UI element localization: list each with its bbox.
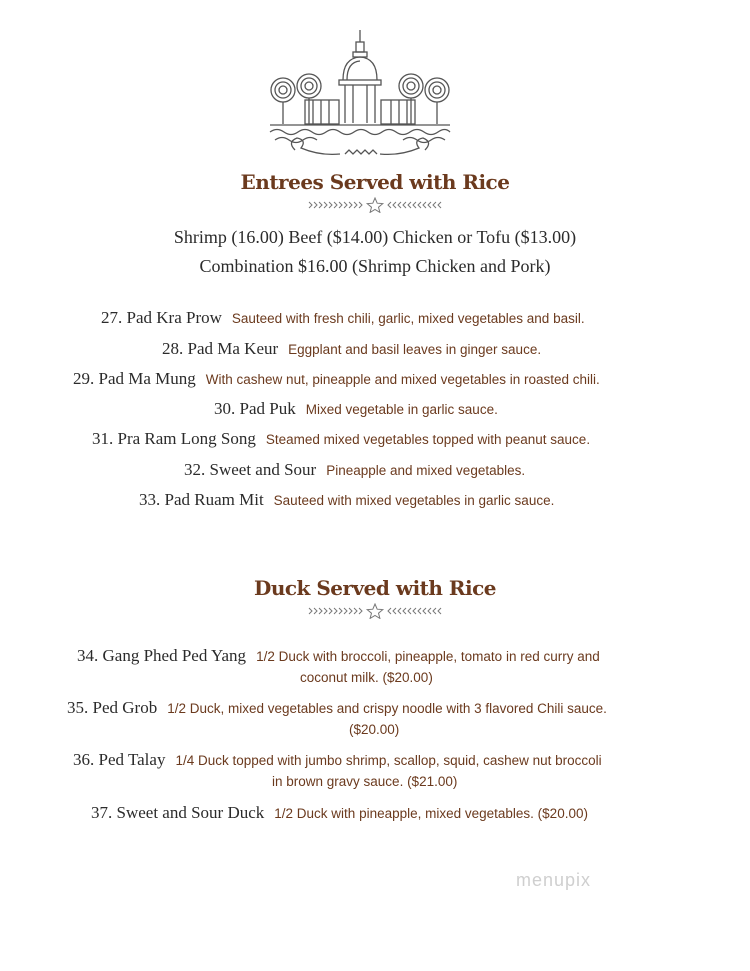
menu-item bbox=[77, 646, 600, 666]
item-name: 37. Sweet and Sour Duck bbox=[91, 803, 265, 822]
watermark: menupix bbox=[516, 870, 592, 890]
menu-item bbox=[184, 460, 525, 480]
item-name: 30. Pad Puk bbox=[214, 399, 296, 418]
item-desc-continued: ($20.00) bbox=[349, 722, 400, 737]
item-desc: Eggplant and basil leaves in ginger sauce. bbox=[288, 342, 542, 357]
menu-item bbox=[67, 698, 607, 718]
item-desc: Steamed mixed vegetables topped with peanut sauce. bbox=[265, 432, 591, 447]
star-divider-icon bbox=[305, 603, 445, 619]
price-line-2: Combination $16.00 (Shrimp Chicken and Pork) bbox=[199, 256, 551, 276]
menu-item bbox=[139, 490, 554, 510]
star-divider-icon bbox=[305, 197, 445, 213]
item-name: 31. Pra Ram Long Song bbox=[92, 429, 256, 448]
menu-item bbox=[162, 339, 541, 359]
item-desc: 1/2 Duck with broccoli, pineapple, tomato in red curry and bbox=[256, 649, 600, 664]
item-desc-continued: in brown gravy sauce. ($21.00) bbox=[272, 774, 458, 789]
menu-item bbox=[73, 750, 602, 770]
item-desc: 1/2 Duck, mixed vegetables and crispy noodle with 3 flavored Chili sauce. bbox=[167, 701, 607, 716]
item-name: 33. Pad Ruam Mit bbox=[139, 490, 264, 509]
item-name: 35. Ped Grob bbox=[67, 698, 158, 717]
item-desc: Sauteed with fresh chili, garlic, mixed vegetables and basil. bbox=[231, 311, 585, 326]
item-desc: Sauteed with mixed vegetables in garlic sauce. bbox=[273, 493, 555, 508]
menu-item bbox=[73, 369, 600, 389]
section-title-duck: Duck Served with Rice bbox=[253, 576, 497, 600]
item-desc: Pineapple and mixed vegetables. bbox=[326, 463, 526, 478]
menu-item bbox=[214, 399, 498, 419]
item-desc-continued: coconut milk. ($20.00) bbox=[300, 670, 433, 685]
menu-item bbox=[101, 308, 585, 328]
palace-logo-icon bbox=[265, 28, 455, 163]
item-name: 27. Pad Kra Prow bbox=[101, 308, 222, 327]
price-line-1: Shrimp (16.00) Beef ($14.00) Chicken or Tofu ($13.00) bbox=[173, 227, 577, 247]
item-name: 36. Ped Talay bbox=[73, 750, 166, 769]
item-desc: With cashew nut, pineapple and mixed vegetables in roasted chili. bbox=[205, 372, 600, 387]
item-desc: 1/4 Duck topped with jumbo shrimp, scallop, squid, cashew nut broccoli bbox=[175, 753, 602, 768]
menu-item bbox=[92, 429, 590, 449]
item-name: 34. Gang Phed Ped Yang bbox=[77, 646, 247, 665]
item-name: 29. Pad Ma Mung bbox=[73, 369, 196, 388]
section-title-entrees: Entrees Served with Rice bbox=[240, 170, 510, 194]
item-name: 32. Sweet and Sour bbox=[184, 460, 317, 479]
item-desc: Mixed vegetable in garlic sauce. bbox=[305, 402, 498, 417]
item-name: 28. Pad Ma Keur bbox=[162, 339, 279, 358]
menu-item bbox=[91, 803, 588, 823]
item-desc: 1/2 Duck with pineapple, mixed vegetables. ($20.00) bbox=[274, 806, 588, 821]
